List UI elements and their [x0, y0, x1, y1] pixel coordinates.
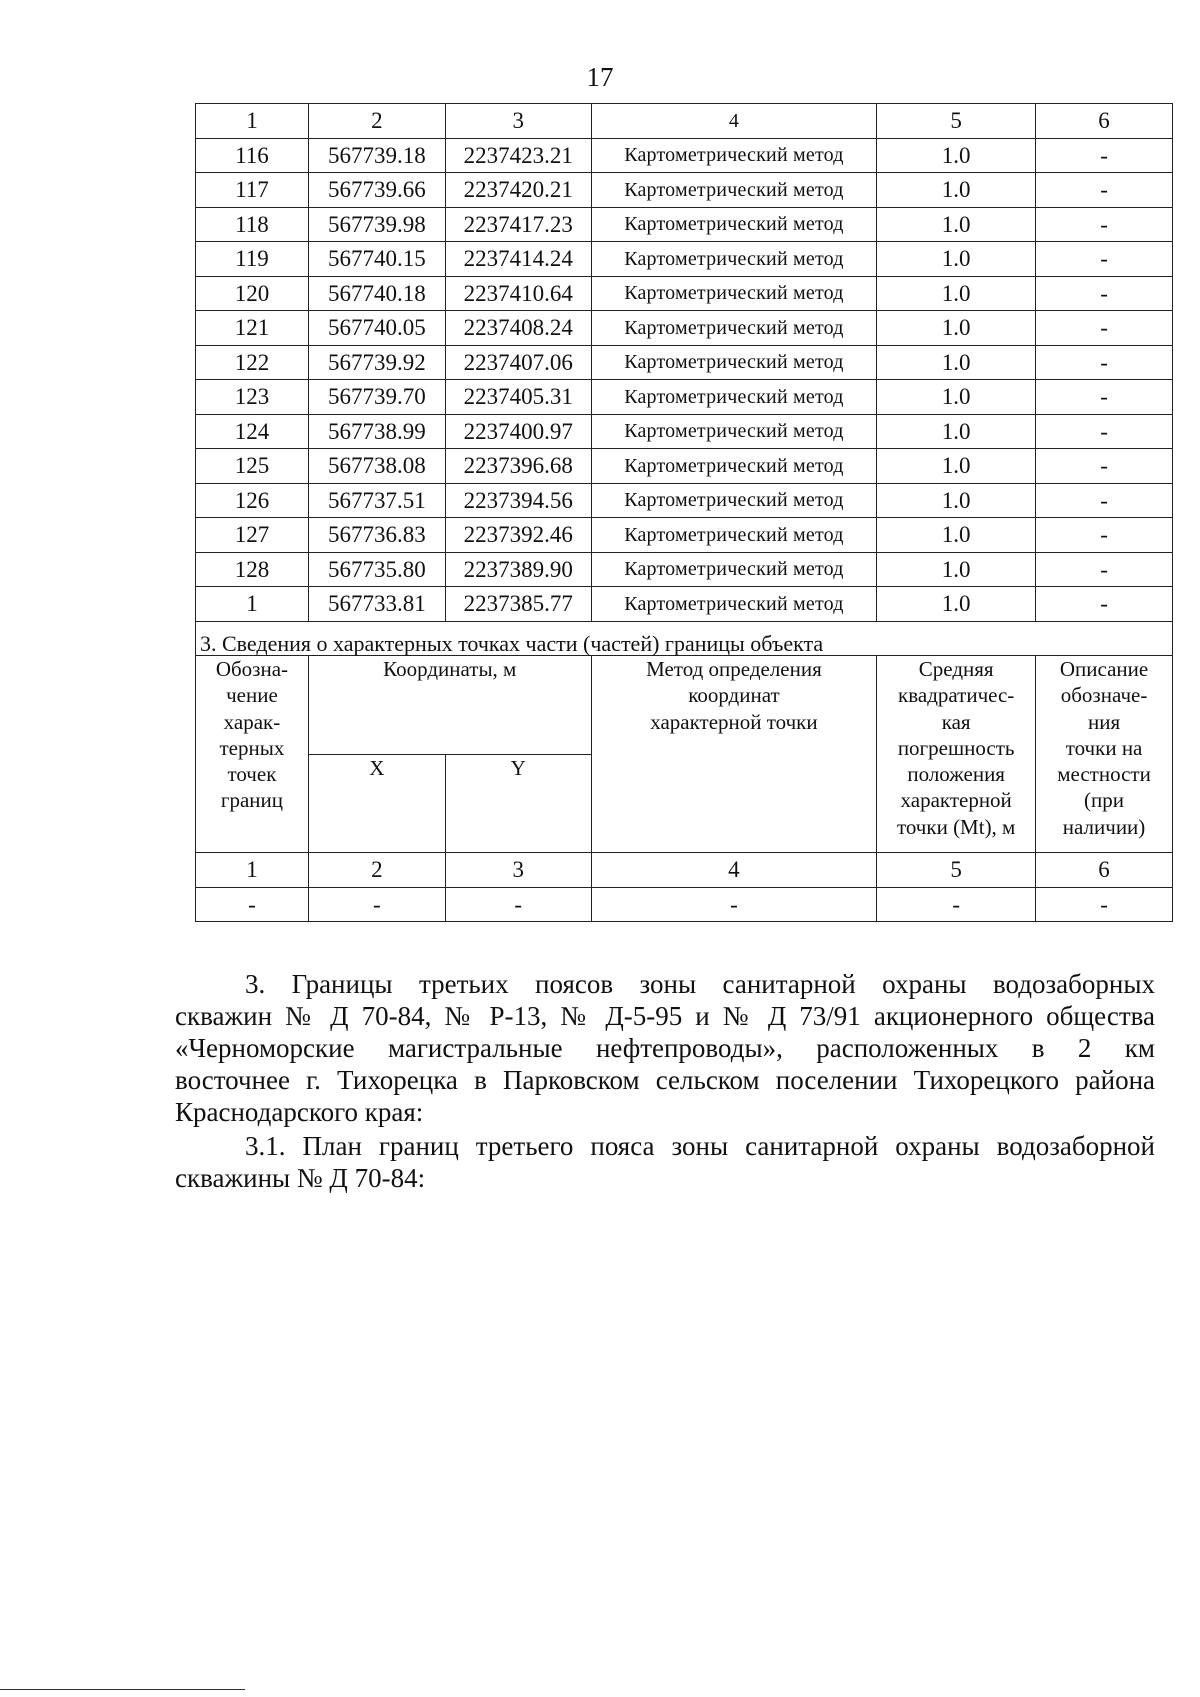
table-row: [196, 587, 1173, 622]
table-cell: -: [1036, 138, 1173, 173]
table-cell: 2237417.23: [445, 207, 591, 242]
table-cell: Картометрический метод: [591, 276, 877, 311]
table-cell: -: [1036, 483, 1173, 518]
column-number-cell: 3: [445, 104, 591, 139]
table-cell: 567738.08: [308, 449, 445, 484]
table-cell: 1.0: [877, 138, 1036, 173]
paragraph-line: «Черноморские магистральные нефтепроводы», расположенных в 2 км: [175, 1033, 1155, 1063]
table-cell: 2237420.21: [445, 173, 591, 208]
table-row: [196, 276, 1173, 311]
table-cell: 118: [196, 207, 309, 242]
part-column-number-cell: 4: [591, 853, 877, 888]
part-column-number-cell: 6: [1036, 853, 1173, 888]
table-cell: Картометрический метод: [591, 207, 877, 242]
table-cell: 567733.81: [308, 587, 445, 622]
table-cell: 2237414.24: [445, 242, 591, 277]
table-row: [196, 414, 1173, 449]
table-cell: 1.0: [877, 414, 1036, 449]
table-row: [196, 483, 1173, 518]
table-cell: Картометрический метод: [591, 449, 877, 484]
column-number-cell: 2: [308, 104, 445, 139]
table-cell: -: [1036, 345, 1173, 380]
table-cell: -: [1036, 173, 1173, 208]
table-cell: Картометрический метод: [591, 311, 877, 346]
table-cell: 567740.18: [308, 276, 445, 311]
table-cell: 2237385.77: [445, 587, 591, 622]
table-cell: 2237405.31: [445, 380, 591, 415]
column-number-cell: 6: [1036, 104, 1173, 139]
table-row: [196, 552, 1173, 587]
table-cell: -: [1036, 380, 1173, 415]
part-column-number-cell: 1: [196, 853, 309, 888]
column-number-cell: 1: [196, 104, 309, 139]
paragraph-section-3: [175, 968, 1155, 1128]
page-number: 17: [586, 62, 614, 92]
table-cell: 567739.92: [308, 345, 445, 380]
paragraph-line: 3.1. План границ третьего пояса зоны санитарной охраны водозаборной: [245, 1131, 1155, 1161]
part-dash-cell: -: [196, 887, 309, 922]
table-cell: 127: [196, 518, 309, 553]
table-cell: Картометрический метод: [591, 483, 877, 518]
table-row: [196, 311, 1173, 346]
part-dash-cell: -: [445, 887, 591, 922]
footer-rule: [0, 1689, 245, 1690]
table-cell: Картометрический метод: [591, 552, 877, 587]
table-cell: 2237407.06: [445, 345, 591, 380]
table-cell: 121: [196, 311, 309, 346]
table-cell: 1.0: [877, 276, 1036, 311]
table-row: [196, 449, 1173, 484]
part-column-number-cell: 2: [308, 853, 445, 888]
y-header: Y: [445, 754, 591, 853]
method-header: Метод определения координат характерной точки: [591, 656, 877, 853]
table-row: [196, 207, 1173, 242]
paragraph-line: 3. Границы третьих поясов зоны санитарной охраны водозаборных: [245, 969, 1155, 999]
table-cell: -: [1036, 587, 1173, 622]
boundary-points-table: [195, 103, 1173, 922]
table-cell: -: [1036, 276, 1173, 311]
part-dash-cell: -: [308, 887, 445, 922]
table-cell: Картометрический метод: [591, 380, 877, 415]
table-cell: 122: [196, 345, 309, 380]
table-cell: 1: [196, 587, 309, 622]
table-cell: 120: [196, 276, 309, 311]
designation-header: Обозна- чение харак- терных точек границ: [196, 656, 309, 853]
table-cell: 1.0: [877, 380, 1036, 415]
table-cell: 1.0: [877, 173, 1036, 208]
coordinates-header: Координаты, м: [308, 656, 591, 755]
column-number-cell: 5: [877, 104, 1036, 139]
table-header-row: [196, 104, 1173, 139]
table-cell: 123: [196, 380, 309, 415]
description-header: Описание обозначе- ния точки на местности (при наличии): [1036, 656, 1173, 853]
table-cell: Картометрический метод: [591, 518, 877, 553]
table-row: [196, 518, 1173, 553]
table-cell: 2237396.68: [445, 449, 591, 484]
table-row: [196, 173, 1173, 208]
table-cell: 119: [196, 242, 309, 277]
table-cell: 128: [196, 552, 309, 587]
x-header: X: [308, 754, 445, 853]
section-title: 3. Сведения о характерных точках части (частей) границы объекта: [196, 621, 1173, 656]
table-cell: 567738.99: [308, 414, 445, 449]
part-column-number-cell: 5: [877, 853, 1036, 888]
table-cell: Картометрический метод: [591, 138, 877, 173]
table-row: [196, 380, 1173, 415]
table-cell: 1.0: [877, 587, 1036, 622]
table-cell: -: [1036, 449, 1173, 484]
table-cell: 116: [196, 138, 309, 173]
table-row: [196, 138, 1173, 173]
table-cell: Картометрический метод: [591, 242, 877, 277]
part-dash-cell: -: [877, 887, 1036, 922]
table-cell: 567736.83: [308, 518, 445, 553]
table-cell: -: [1036, 242, 1173, 277]
table-cell: 567739.70: [308, 380, 445, 415]
table-cell: 567737.51: [308, 483, 445, 518]
table-cell: 2237394.56: [445, 483, 591, 518]
table-cell: -: [1036, 207, 1173, 242]
table-cell: 117: [196, 173, 309, 208]
table-cell: -: [1036, 552, 1173, 587]
paragraph-line: восточнее г. Тихорецка в Парковском сельском поселении Тихорецкого района: [175, 1065, 1155, 1095]
table-cell: 1.0: [877, 242, 1036, 277]
part-column-number-cell: 3: [445, 853, 591, 888]
table-cell: 567739.66: [308, 173, 445, 208]
paragraph-section-3-1: [175, 1130, 1155, 1194]
table-cell: 567735.80: [308, 552, 445, 587]
table-cell: -: [1036, 414, 1173, 449]
table-cell: 1.0: [877, 483, 1036, 518]
column-number-cell: 4: [591, 104, 877, 139]
table-cell: 125: [196, 449, 309, 484]
table-cell: 1.0: [877, 311, 1036, 346]
table-cell: Картометрический метод: [591, 587, 877, 622]
table-cell: 1.0: [877, 207, 1036, 242]
table-cell: -: [1036, 311, 1173, 346]
part-dash-cell: -: [591, 887, 877, 922]
table-cell: 2237408.24: [445, 311, 591, 346]
table-cell: 1.0: [877, 552, 1036, 587]
table-cell: 1.0: [877, 449, 1036, 484]
table-cell: 126: [196, 483, 309, 518]
table-cell: 2237400.97: [445, 414, 591, 449]
table-cell: 124: [196, 414, 309, 449]
table-cell: Картометрический метод: [591, 345, 877, 380]
table-cell: -: [1036, 518, 1173, 553]
paragraph-line: скважины № Д 70-84:: [175, 1163, 426, 1193]
table-cell: 567739.18: [308, 138, 445, 173]
table-cell: 567740.15: [308, 242, 445, 277]
table-cell: Картометрический метод: [591, 173, 877, 208]
table-cell: 2237410.64: [445, 276, 591, 311]
table-cell: 2237389.90: [445, 552, 591, 587]
paragraph-line: Краснодарского края:: [175, 1097, 424, 1127]
table-cell: 1.0: [877, 345, 1036, 380]
table-cell: 2237392.46: [445, 518, 591, 553]
table-row: [196, 242, 1173, 277]
table-cell: 1.0: [877, 518, 1036, 553]
part-dash-cell: -: [1036, 887, 1173, 922]
paragraph-line: скважин № Д 70-84, № Р-13, № Д-5-95 и № Д 73/91 акционерного общества: [175, 1001, 1155, 1031]
table-cell: 2237423.21: [445, 138, 591, 173]
table-cell: Картометрический метод: [591, 414, 877, 449]
table-row: [196, 345, 1173, 380]
table-cell: 567739.98: [308, 207, 445, 242]
accuracy-header: Средняя квадратичес- кая погрешность положения характерной точки (Mt), м: [877, 656, 1036, 853]
table-cell: 567740.05: [308, 311, 445, 346]
